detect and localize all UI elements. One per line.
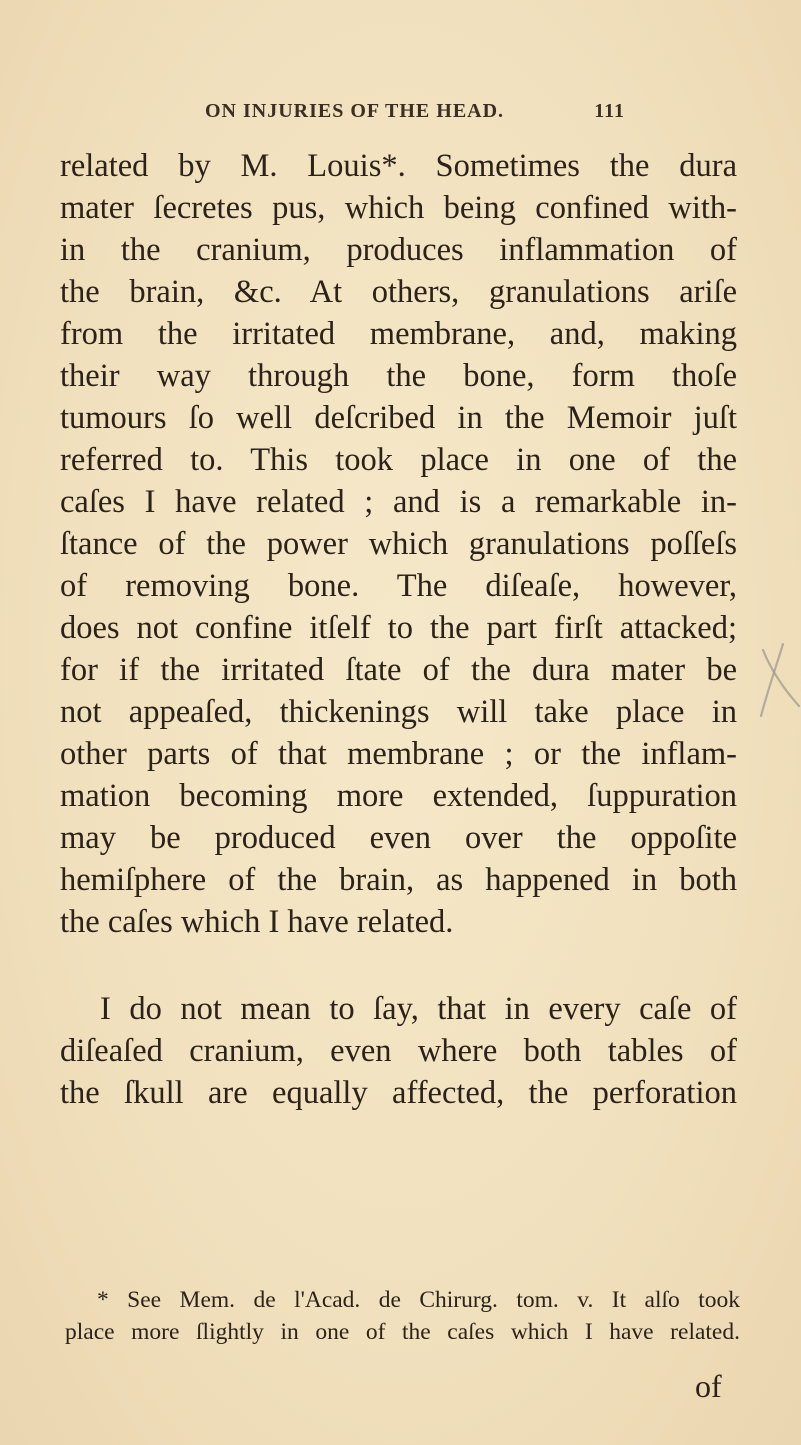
running-head: [205, 100, 625, 123]
page-number: 111: [594, 100, 625, 122]
running-head-title: ON INJURIES OF THE HEAD.: [205, 100, 505, 122]
paragraph-1: [60, 145, 737, 943]
text-line: I do not mean to ſay, that in every caſe of: [100, 991, 737, 1027]
pencil-x-mark-icon: [757, 640, 801, 720]
text-line: the caſes which I have related.: [60, 904, 454, 940]
body-text: [60, 145, 737, 1114]
text-line: in the cranium, produces inflammation of: [60, 232, 737, 268]
text-line: tumours ſo well deſcribed in the Memoir juſt: [60, 400, 737, 436]
footnote: [65, 1284, 740, 1348]
paragraph-2: [60, 988, 737, 1114]
text-line: the ſkull are equally affected, the perforation: [60, 1075, 737, 1111]
text-line: for if the irritated ſtate of the dura mater be: [60, 652, 737, 688]
text-line: other parts of that membrane ; or the inflam-: [60, 736, 737, 772]
text-line: caſes I have related ; and is a remarkable in-: [60, 484, 737, 520]
paragraph-gap: [60, 943, 737, 988]
text-line: related by M. Louis*. Sometimes the dura: [60, 148, 737, 184]
text-line: the brain, &c. At others, granulations ariſe: [60, 274, 737, 310]
text-line: referred to. This took place in one of the: [60, 442, 737, 478]
text-line: their way through the bone, form thoſe: [60, 358, 737, 394]
text-line: may be produced even over the oppoſite: [60, 820, 737, 856]
catchword: of: [695, 1368, 722, 1404]
footnote-line: place more ſlightly in one of the caſes which I have related.: [65, 1319, 740, 1345]
text-line: hemiſphere of the brain, as happened in both: [60, 862, 737, 898]
text-line: ſtance of the power which granulations poſſeſs: [60, 526, 737, 562]
text-line: of removing bone. The diſeaſe, however,: [60, 568, 737, 604]
text-line: not appeaſed, thickenings will take place in: [60, 694, 737, 730]
text-line: mater ſecretes pus, which being confined with-: [60, 190, 737, 226]
footnote-line: * See Mem. de l'Acad. de Chirurg. tom. v. It alſo took: [97, 1287, 740, 1313]
text-line: diſeaſed cranium, even where both tables of: [60, 1033, 737, 1069]
text-line: does not confine itſelf to the part firſt attacked;: [60, 610, 737, 646]
text-line: from the irritated membrane, and, making: [60, 316, 737, 352]
text-line: mation becoming more extended, ſuppuration: [60, 778, 737, 814]
